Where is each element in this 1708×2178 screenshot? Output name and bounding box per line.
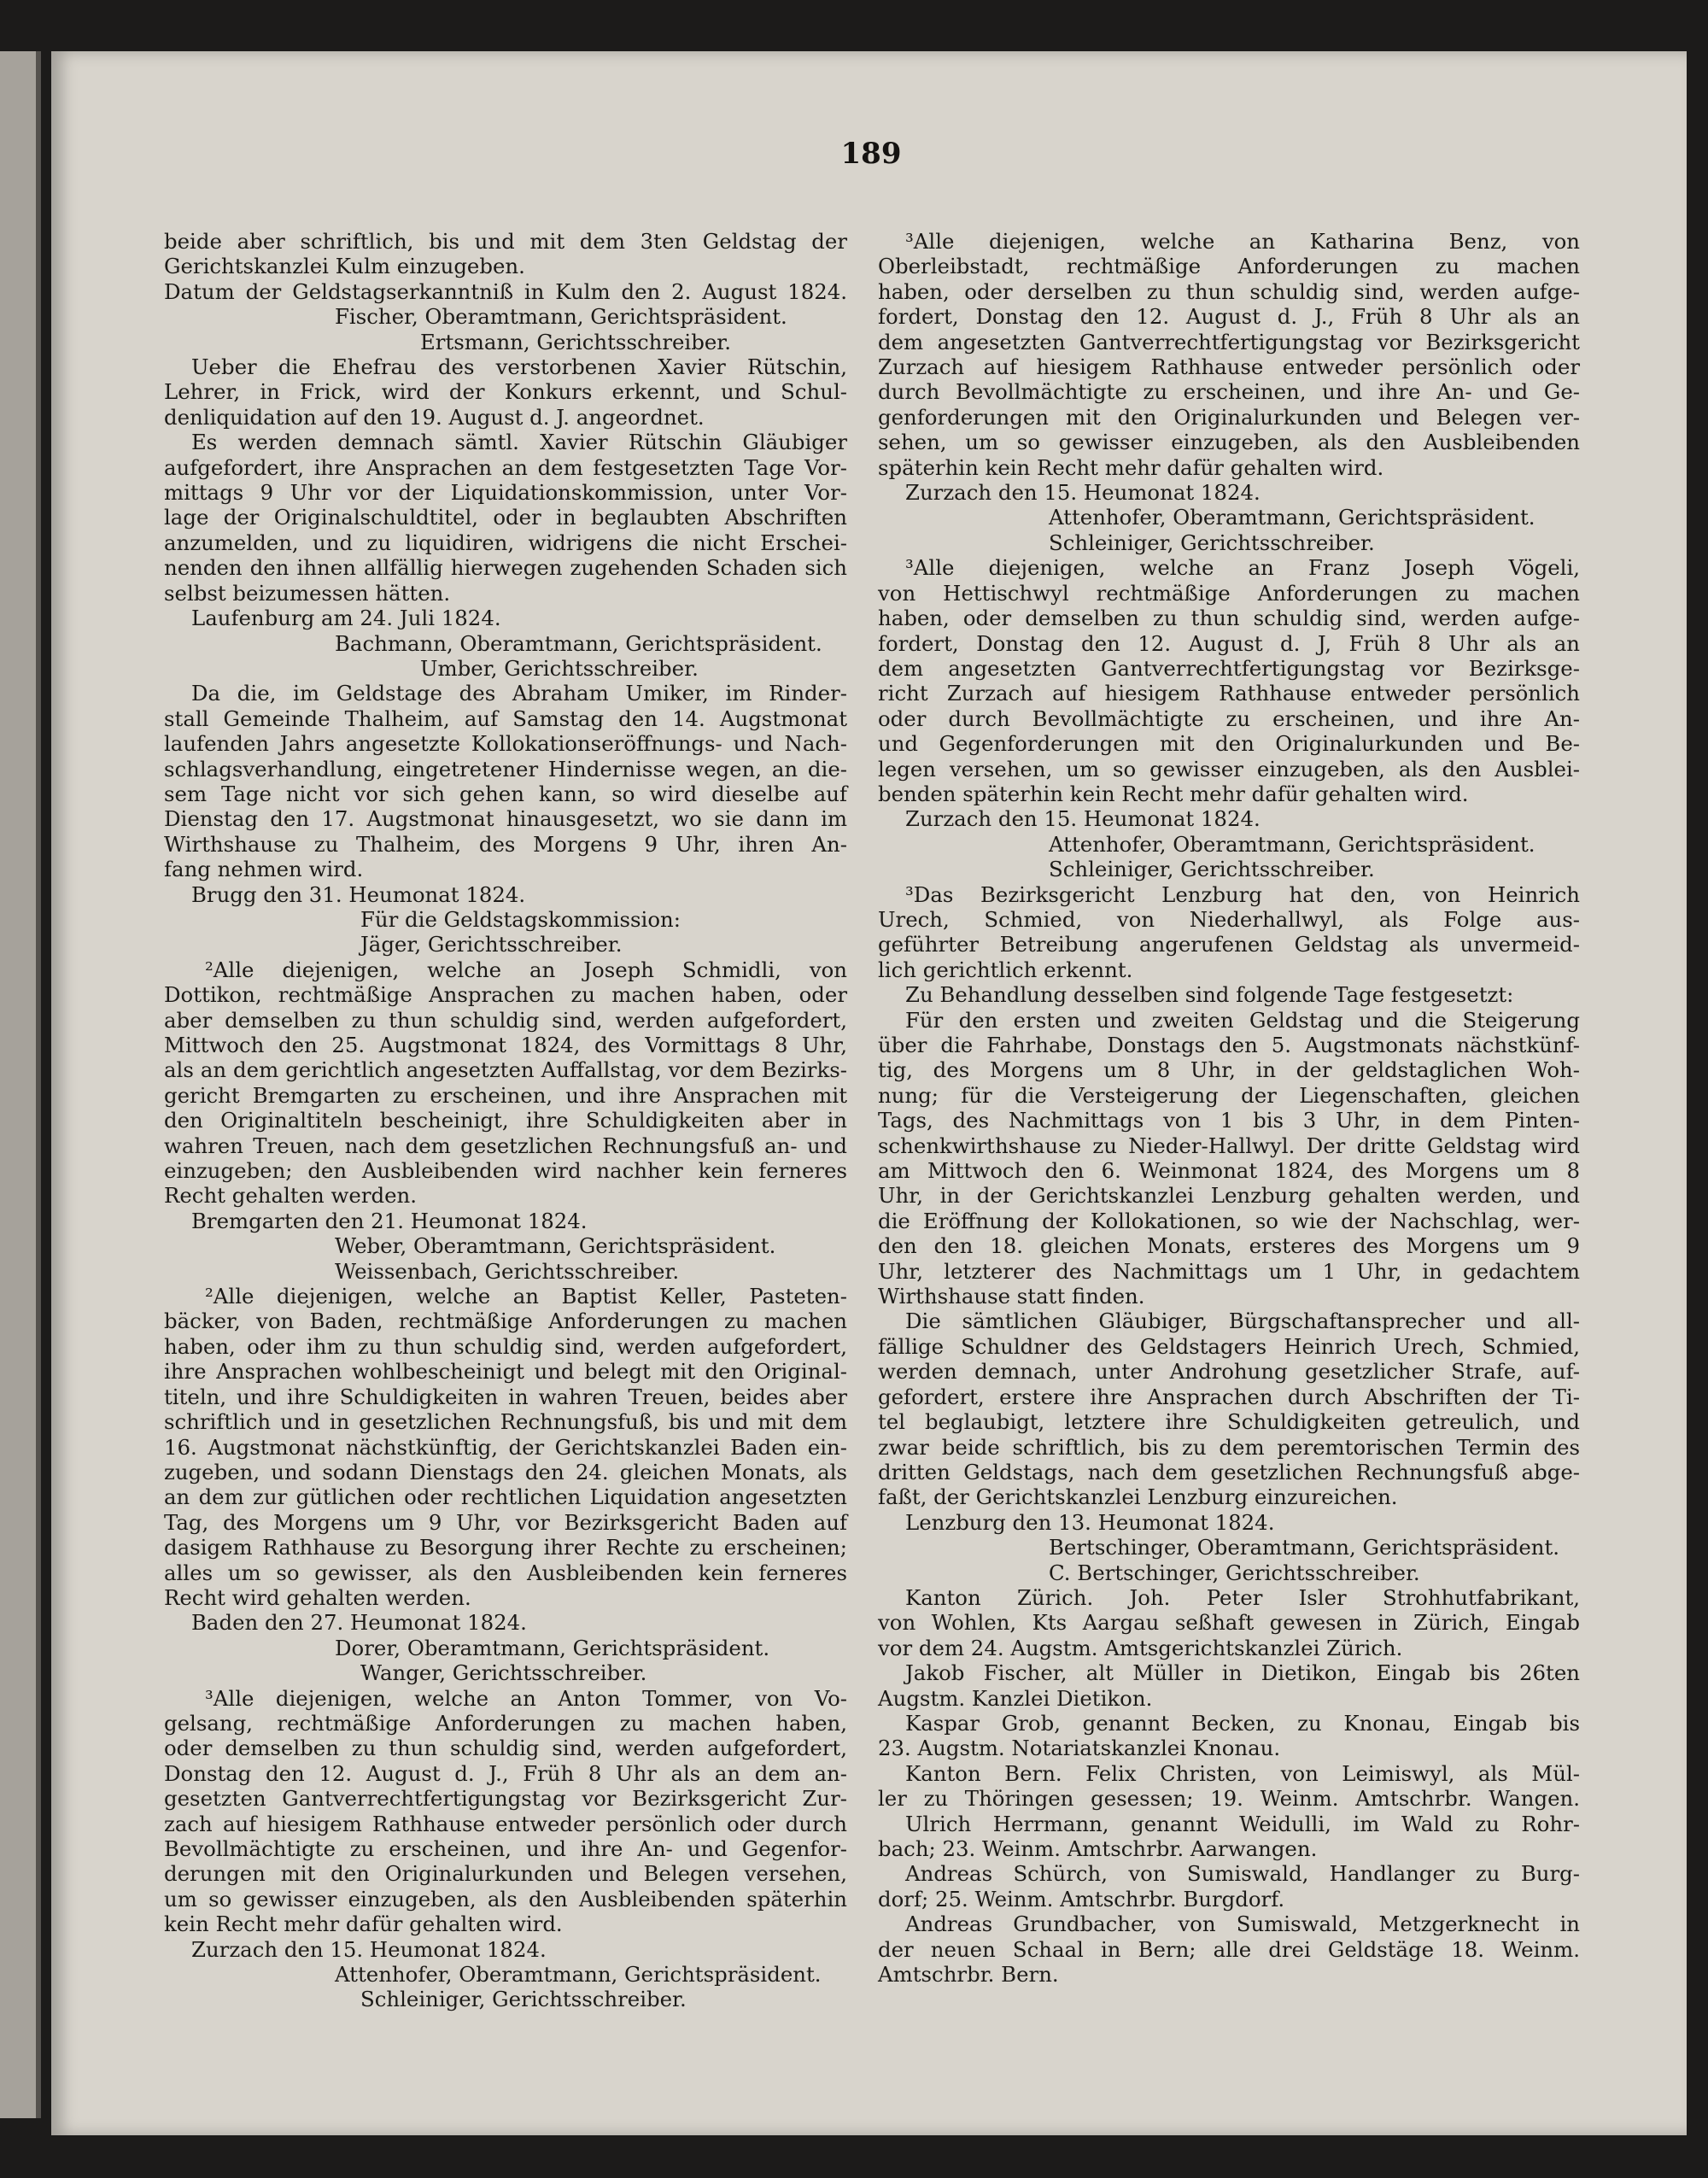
text-line: richt Zurzach auf hiesigem Rathhause entweder persönlich — [878, 681, 1580, 706]
text-line: am Mittwoch den 6. Weinmonat 1824, des Morgens um 8 — [878, 1158, 1580, 1184]
text-line: genforderungen mit den Originalurkunden und Belegen ver- — [878, 404, 1580, 430]
text-line: dem angesetzten Gantverrechtfertigungstag vor Bezirksge- — [878, 655, 1580, 681]
text-line: an dem zur gütlichen oder rechtlichen Liquidation angesetzten — [164, 1484, 847, 1510]
text-line: Die sämtlichen Gläubiger, Bürgschaftansprecher und all- — [905, 1309, 1580, 1334]
text-line: Jäger, Gerichtsschreiber. — [360, 932, 623, 957]
right-text-column — [878, 229, 1580, 1987]
text-line: aber demselben zu thun schuldig sind, werden aufgefordert, — [164, 1007, 847, 1033]
text-line: schenkwirthshause zu Nieder-Hallwyl. Der dritte Geldstag wird — [878, 1133, 1580, 1158]
text-line: Laufenburg am 24. Juli 1824. — [191, 606, 501, 631]
text-line: von Hettischwyl rechtmäßige Anforderungen zu machen — [878, 580, 1580, 606]
text-line: Recht gehalten werden. — [164, 1183, 417, 1209]
text-line: Uhr, in der Gerichtskanzlei Lenzburg gehalten werden, und — [878, 1183, 1580, 1209]
text-line: zach auf hiesigem Rathhause entweder persönlich oder durch — [164, 1811, 847, 1836]
text-line: anzumelden, und zu liquidiren, widrigens die nicht Erschei- — [164, 530, 847, 555]
text-line: aufgefordert, ihre Ansprachen an dem festgesetzten Tage Vor- — [164, 454, 847, 480]
text-line: Dienstag den 17. Augstmonat hinausgesetzt, wo sie dann im — [164, 806, 847, 832]
text-line: ler zu Thöringen gesessen; 19. Weinm. Amtschrbr. Wangen. — [878, 1786, 1580, 1812]
text-line: lage der Originalschuldtitel, oder in beglaubten Abschriften — [164, 505, 847, 530]
text-line: geführter Betreibung angerufenen Geldstag als unvermeid- — [878, 932, 1580, 957]
text-line: den Originaltiteln bescheinigt, ihre Schuldigkeiten aber in — [164, 1108, 847, 1133]
text-line: wahren Treuen, nach dem gesetzlichen Rechnungsfuß an- und — [164, 1133, 847, 1158]
text-line: Urech, Schmied, von Niederhallwyl, als Folge aus- — [878, 906, 1580, 932]
text-line: Brugg den 31. Heumonat 1824. — [191, 881, 526, 907]
text-line: beide aber schriftlich, bis und mit dem 3ten Geldstag der — [164, 229, 847, 254]
text-line: durch Bevollmächtigte zu erscheinen, und ihre An- und Ge- — [878, 379, 1580, 405]
text-line: Lenzburg den 13. Heumonat 1824. — [905, 1509, 1275, 1535]
text-line: vor dem 24. Augstm. Amtsgerichtskanzlei Zürich. — [878, 1635, 1403, 1660]
text-line: und Gegenforderungen mit den Originalurkunden und Be- — [878, 731, 1580, 757]
text-line: gefordert, erstere ihre Ansprachen durch Abschriften der Ti- — [878, 1384, 1580, 1409]
text-line: gericht Bremgarten zu erscheinen, und ihre Ansprachen mit — [164, 1082, 847, 1108]
text-line: haben, oder derselben zu thun schuldig sind, werden aufge- — [878, 278, 1580, 304]
text-line: schlagsverhandlung, eingetretener Hindernisse wegen, an die- — [164, 756, 847, 782]
text-line: Ertsmann, Gerichtsschreiber. — [420, 329, 732, 354]
text-line: 16. Augstmonat nächstkünftig, der Gerichtskanzlei Baden ein- — [164, 1434, 847, 1460]
text-line: Zurzach den 15. Heumonat 1824. — [191, 1936, 547, 1962]
text-line: faßt, der Gerichtskanzlei Lenzburg einzureichen. — [878, 1484, 1398, 1510]
text-line: ³Alle diejenigen, welche an Anton Tommer, von Vo- — [205, 1685, 847, 1711]
text-line: dritten Geldstags, nach dem gesetzlichen Rechnungsfuß abge- — [878, 1459, 1580, 1484]
text-line: Andreas Schürch, von Sumiswald, Handlanger zu Burg- — [905, 1861, 1580, 1887]
text-line: sehen, um so gewisser einzugeben, als den Ausbleibenden — [878, 430, 1580, 455]
text-line: ihre Ansprachen wohlbescheinigt und belegt mit den Original- — [164, 1359, 847, 1385]
text-line: gesetzten Gantverrechtfertigungstag vor Bezirksgericht Zur- — [164, 1786, 847, 1812]
text-line: Recht wird gehalten werden. — [164, 1584, 471, 1610]
text-line: einzugeben; den Ausbleibenden wird nachher kein ferneres — [164, 1158, 847, 1184]
text-line: gelsang, rechtmäßige Anforderungen zu machen haben, — [164, 1710, 847, 1736]
text-line: Kaspar Grob, genannt Becken, zu Knonau, Eingab bis — [905, 1710, 1580, 1736]
text-line: Zurzach auf hiesigem Rathhause entweder persönlich oder — [878, 354, 1580, 380]
text-line: Dorer, Oberamtmann, Gerichtspräsident. — [335, 1635, 770, 1660]
text-line: Baden den 27. Heumonat 1824. — [191, 1610, 527, 1636]
text-line: ²Alle diejenigen, welche an Joseph Schmidli, von — [205, 957, 847, 982]
text-line: sem Tage nicht vor sich gehen kann, so wird dieselbe auf — [164, 781, 847, 806]
text-line: dasigem Rathhause zu Besorgung ihrer Rechte zu erscheinen; — [164, 1535, 847, 1560]
text-line: bach; 23. Weinm. Amtschrbr. Aarwangen. — [878, 1836, 1318, 1861]
text-line: Uhr, letzterer des Nachmittags um 1 Uhr, in gedachtem — [878, 1258, 1580, 1284]
text-line: Bremgarten den 21. Heumonat 1824. — [191, 1208, 588, 1233]
text-line: ³Alle diejenigen, welche an Katharina Benz, von — [905, 229, 1580, 254]
text-line: Wirthshause statt finden. — [878, 1284, 1145, 1309]
text-line: Tags, des Nachmittags von 1 bis 3 Uhr, in dem Pinten- — [878, 1108, 1580, 1133]
text-line: kein Recht mehr dafür gehalten wird. — [164, 1912, 563, 1937]
text-line: haben, oder ihm zu thun schuldig sind, werden aufgefordert, — [164, 1333, 847, 1359]
text-line: ²Alle diejenigen, welche an Baptist Keller, Pasteten- — [205, 1284, 847, 1309]
text-line: Weber, Oberamtmann, Gerichtspräsident. — [335, 1233, 776, 1259]
text-line: Lehrer, in Frick, wird der Konkurs erkennt, und Schul- — [164, 379, 847, 405]
text-line: Für den ersten und zweiten Geldstag und die Steigerung — [905, 1007, 1580, 1033]
text-line: 23. Augstm. Notariatskanzlei Knonau. — [878, 1736, 1281, 1761]
text-line: nenden den ihnen allfällig hierwegen zugehenden Schaden sich — [164, 555, 847, 581]
text-line: Ueber die Ehefrau des verstorbenen Xavier Rütschin, — [191, 354, 847, 380]
text-line: benden späterhin kein Recht mehr dafür gehalten wird. — [878, 781, 1469, 806]
text-line: oder durch Bevollmächtigte zu erscheinen, und ihre An- — [878, 706, 1580, 731]
text-line: ³Das Bezirksgericht Lenzburg hat den, von Heinrich — [905, 881, 1580, 907]
text-line: von Wohlen, Kts Aargau seßhaft gewesen in Zürich, Eingab — [878, 1610, 1580, 1636]
text-line: lich gerichtlich erkennt. — [878, 957, 1133, 982]
text-line: Bachmann, Oberamtmann, Gerichtspräsident. — [335, 630, 822, 656]
text-line: Fischer, Oberamtmann, Gerichtspräsident. — [335, 304, 787, 330]
text-line: als an dem gerichtlich angesetzten Auffallstag, vor dem Bezirks- — [164, 1057, 847, 1083]
text-line: fordert, Donstag den 12. August d. J., Früh 8 Uhr als an — [878, 304, 1580, 330]
text-line: alles um so gewisser, als den Ausbleibenden kein ferneres — [164, 1560, 847, 1585]
text-line: der neuen Schaal in Bern; alle drei Geldstäge 18. Weinm. — [878, 1936, 1580, 1962]
text-line: mittags 9 Uhr vor der Liquidationskommission, unter Vor- — [164, 480, 847, 506]
text-line: tig, des Morgens um 8 Uhr, in der geldstaglichen Woh- — [878, 1057, 1580, 1083]
text-line: Amtschrbr. Bern. — [878, 1962, 1059, 1988]
text-line: nung; für die Versteigerung der Liegenschaften, gleichen — [878, 1082, 1580, 1108]
text-line: Ulrich Herrmann, genannt Weidulli, im Wald zu Rohr- — [905, 1811, 1580, 1836]
adjacent-page-edge — [0, 51, 41, 2118]
text-line: dem angesetzten Gantverrechtfertigungstag vor Bezirksgericht — [878, 329, 1580, 354]
text-line: fang nehmen wird. — [164, 857, 364, 882]
text-line: Attenhofer, Oberamtmann, Gerichtspräsident. — [335, 1962, 822, 1988]
text-line: Bevollmächtigte zu erscheinen, und ihre An- und Gegenfor- — [164, 1836, 847, 1861]
text-line: Zu Behandlung desselben sind folgende Tage festgesetzt: — [905, 982, 1514, 1008]
text-line: denliquidation auf den 19. August d. J. angeordnet. — [164, 404, 705, 430]
text-line: Wanger, Gerichtsschreiber. — [360, 1660, 647, 1686]
text-line: C. Bertschinger, Gerichtsschreiber. — [1049, 1560, 1420, 1585]
text-line: Bertschinger, Oberamtmann, Gerichtspräsident. — [1049, 1535, 1560, 1560]
text-line: späterhin kein Recht mehr dafür gehalten wird. — [878, 454, 1384, 480]
text-line: Schleiniger, Gerichtsschreiber. — [1049, 530, 1375, 555]
text-line: Donstag den 12. August d. J., Früh 8 Uhr als an dem an- — [164, 1760, 847, 1786]
text-line: Andreas Grundbacher, von Sumiswald, Metzgerknecht in — [905, 1912, 1580, 1937]
left-text-column — [164, 229, 847, 2012]
text-line: werden demnach, unter Androhung gesetzlicher Strafe, auf- — [878, 1359, 1580, 1385]
text-line: die Eröffnung der Kollokationen, so wie der Nachschlag, wer- — [878, 1208, 1580, 1233]
text-line: oder demselben zu thun schuldig sind, werden aufgefordert, — [164, 1736, 847, 1761]
text-line: Wirthshause zu Thalheim, des Morgens 9 Uhr, ihren An- — [164, 831, 847, 857]
text-line: Dottikon, rechtmäßige Ansprachen zu machen haben, oder — [164, 982, 847, 1008]
text-line: Kanton Bern. Felix Christen, von Leimiswyl, als Mül- — [905, 1760, 1580, 1786]
text-line: Da die, im Geldstage des Abraham Umiker, im Rinder- — [191, 681, 847, 706]
text-line: ³Alle diejenigen, welche an Franz Joseph Vögeli, — [905, 555, 1580, 581]
text-line: Tag, des Morgens um 9 Uhr, vor Bezirksgericht Baden auf — [164, 1509, 847, 1535]
text-line: selbst beizumessen hätten. — [164, 580, 451, 606]
text-line: Kanton Zürich. Joh. Peter Isler Strohhutfabrikant, — [905, 1584, 1580, 1610]
text-line: Augstm. Kanzlei Dietikon. — [878, 1685, 1153, 1711]
text-line: dorf; 25. Weinm. Amtschrbr. Burgdorf. — [878, 1886, 1285, 1912]
text-line: Schleiniger, Gerichtsschreiber. — [360, 1987, 687, 2012]
text-line: Schleiniger, Gerichtsschreiber. — [1049, 857, 1375, 882]
text-line: über die Fahrhabe, Donstags den 5. Augstmonats nächstkünf- — [878, 1033, 1580, 1057]
text-line: fällige Schuldner des Geldstagers Heinrich Urech, Schmied, — [878, 1333, 1580, 1359]
text-line: Oberleibstadt, rechtmäßige Anforderungen zu machen — [878, 254, 1580, 279]
text-line: Es werden demnach sämtl. Xavier Rütschin Gläubiger — [191, 430, 847, 455]
text-line: legen versehen, um so gewisser einzugeben, als den Ausblei- — [878, 756, 1580, 782]
text-line: haben, oder demselben zu thun schuldig sind, werden aufge- — [878, 606, 1580, 631]
text-line: Datum der Geldstagserkanntniß in Kulm den 2. August 1824. — [164, 278, 847, 304]
text-line: tel beglaubigt, letztere ihre Schuldigkeiten getreulich, und — [878, 1409, 1580, 1435]
text-line: Mittwoch den 25. Augstmonat 1824, des Vormittags 8 Uhr, — [164, 1033, 847, 1057]
text-line: Gerichtskanzlei Kulm einzugeben. — [164, 254, 525, 279]
text-line: Zurzach den 15. Heumonat 1824. — [905, 480, 1261, 506]
text-line: den den 18. gleichen Monats, ersteres des Morgens um 9 — [878, 1233, 1580, 1259]
text-line: titeln, und ihre Schuldigkeiten in wahren Treuen, beides aber — [164, 1384, 847, 1409]
text-line: derungen mit den Originalurkunden und Belegen versehen, — [164, 1861, 847, 1887]
text-line: laufenden Jahrs angesetzte Kollokationseröffnungs- und Nach- — [164, 731, 847, 757]
text-line: schriftlich und in gesetzlichen Rechnungsfuß, bis und mit dem — [164, 1409, 847, 1435]
text-line: Attenhofer, Oberamtmann, Gerichtspräsident. — [1049, 505, 1535, 530]
text-line: um so gewisser einzugeben, als den Ausbleibenden späterhin — [164, 1886, 847, 1912]
page-number: 189 — [840, 137, 902, 171]
text-line: Zurzach den 15. Heumonat 1824. — [905, 806, 1261, 832]
text-line: zugeben, und sodann Dienstags den 24. gleichen Monats, als — [164, 1459, 847, 1484]
text-line: fordert, Donstag den 12. August d. J, Früh 8 Uhr als an — [878, 630, 1580, 656]
text-line: Umber, Gerichtsschreiber. — [420, 655, 699, 681]
text-line: bäcker, von Baden, rechtmäßige Anforderungen zu machen — [164, 1309, 847, 1334]
text-line: zwar beide schriftlich, bis zu dem peremtorischen Termin des — [878, 1434, 1580, 1460]
text-line: Weissenbach, Gerichtsschreiber. — [335, 1258, 680, 1284]
text-line: Für die Geldstagskommission: — [360, 906, 681, 932]
document-page — [51, 51, 1687, 2135]
text-line: stall Gemeinde Thalheim, auf Samstag den 14. Augstmonat — [164, 706, 847, 731]
text-line: Attenhofer, Oberamtmann, Gerichtspräsident. — [1049, 831, 1535, 857]
text-line: Jakob Fischer, alt Müller in Dietikon, Eingab bis 26ten — [905, 1660, 1580, 1686]
